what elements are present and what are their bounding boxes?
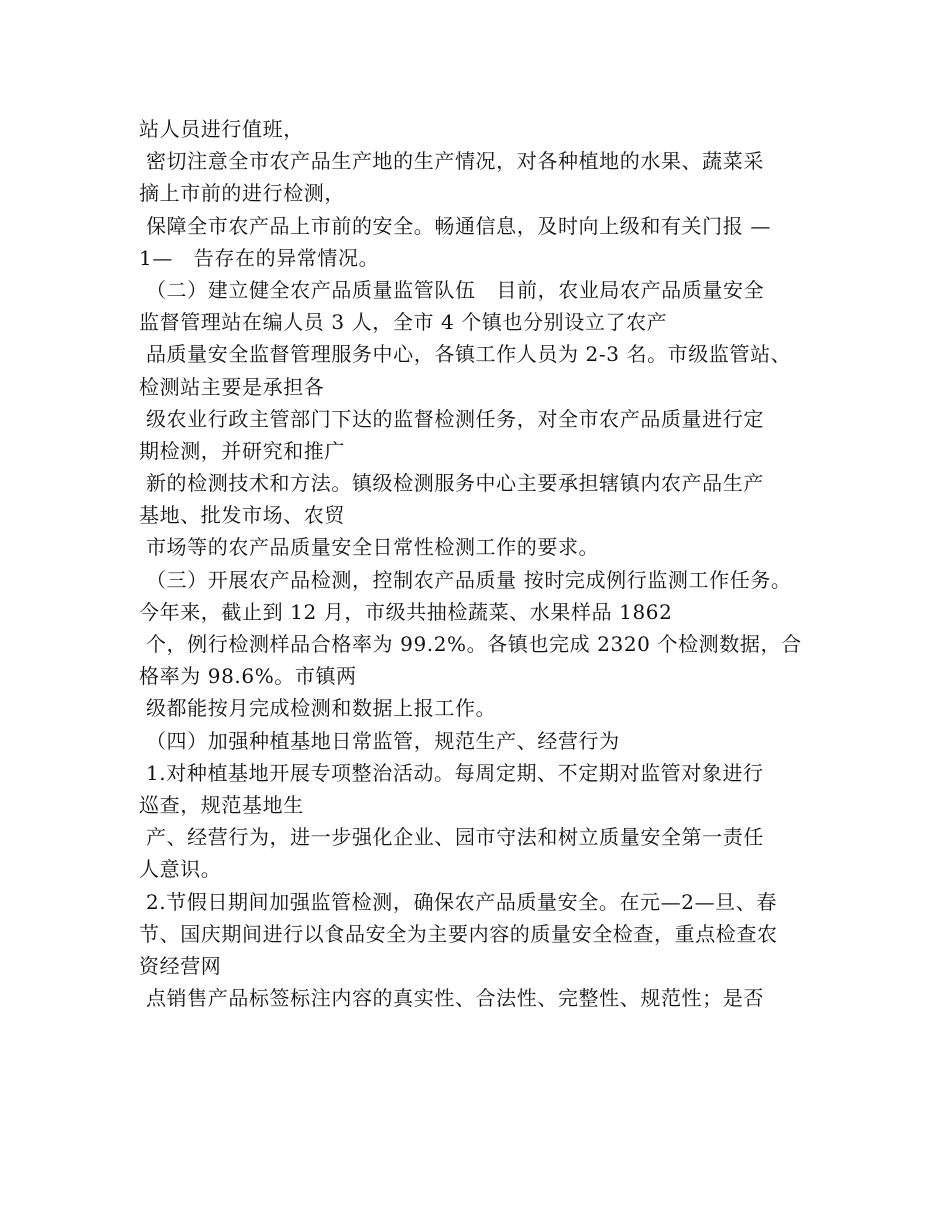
- text-line: 个，例行检测样品合格率为 99.2%。各镇也完成 2320 个检测数据，合: [139, 632, 802, 656]
- text-line: 新的检测技术和方法。镇级检测服务中心主要承担辖镇内农产品生产: [139, 471, 764, 496]
- text-line: 节、国庆期间进行以食品安全为主要内容的质量安全检查，重点检查农: [139, 921, 778, 946]
- text-line: 点销售产品标签标注内容的真实性、合法性、完整性、规范性；是否: [139, 986, 764, 1011]
- text-line: 2.节假日期间加强监管检测，确保农产品质量安全。在元—2—旦、春: [139, 889, 777, 914]
- document-body: [139, 113, 819, 1014]
- text-line: 级都能按月完成检测和数据上报工作。: [139, 696, 497, 721]
- text-line: 巡查，规范基地生: [139, 792, 304, 817]
- text-line: （三）开展农产品检测，控制农产品质量 按时完成例行监测工作任务。: [139, 567, 792, 592]
- text-line: 级农业行政主管部门下达的监督检测任务，对全市农产品质量进行定: [139, 406, 764, 431]
- text-line: 密切注意全市农产品生产地的生产情况，对各种植地的水果、蔬菜采: [139, 149, 764, 174]
- text-line: 保障全市农产品上市前的安全。畅通信息，及时向上级和有关门报 —: [139, 213, 771, 238]
- text-line: 站人员进行值班，: [139, 117, 304, 141]
- text-line: 品质量安全监督管理服务中心，各镇工作人员为 2-3 名。市级监管站、: [139, 342, 792, 367]
- text-line: 基地、批发市场、农贸: [139, 503, 345, 528]
- text-line: （二）建立健全农产品质量监管队伍 目前，农业局农产品质量安全: [139, 277, 765, 302]
- text-line: 人意识。: [139, 857, 222, 882]
- text-line: 摘上市前的进行检测，: [139, 181, 345, 206]
- text-line: 资经营网: [139, 953, 222, 978]
- text-line: 检测站主要是承担各: [139, 374, 325, 399]
- text-line: 产、经营行为，进一步强化企业、园市守法和树立质量安全第一责任: [139, 825, 764, 850]
- text-line: 1.对种植基地开展专项整治活动。每周定期、不定期对监管对象进行: [139, 760, 764, 785]
- text-line: 监督管理站在编人员 3 人，全市 4 个镇也分别设立了农产: [139, 310, 668, 335]
- text-line: 今年来，截止到 12 月，市级共抽检蔬菜、水果样品 1862: [139, 599, 673, 624]
- text-line: 市场等的农产品质量安全日常性检测工作的要求。: [139, 535, 600, 560]
- text-line: 1— 告存在的异常情况。: [139, 245, 380, 270]
- text-line: 期检测，并研究和推广: [139, 438, 345, 463]
- text-line: （四）加强种植基地日常监管，规范生产、经营行为: [139, 728, 620, 753]
- text-line: 格率为 98.6%。市镇两: [139, 664, 357, 689]
